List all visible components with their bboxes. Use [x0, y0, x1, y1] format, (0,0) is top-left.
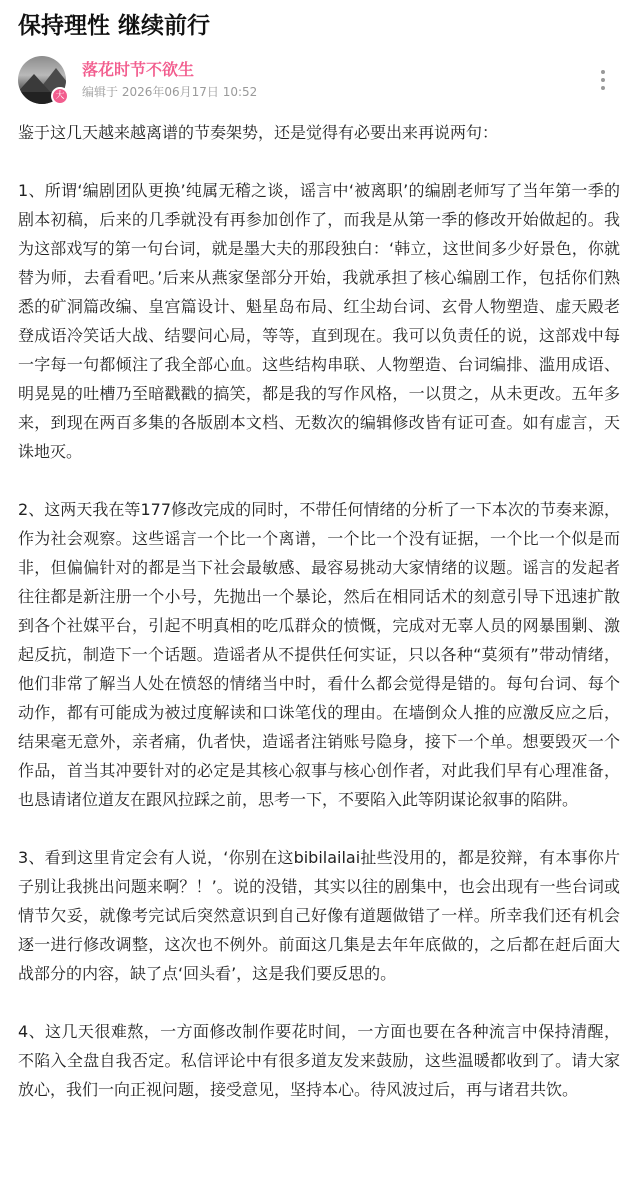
edit-time: 2026年06月17日 10:52 — [121, 85, 258, 99]
article-paragraph-intro: 鉴于这几天越来越离谱的节奏架势，还是觉得有必要出来再说两句： — [18, 123, 499, 142]
article-paragraph-3: 3、看到这里肯定会有人说，‘你别在这bibilailai扯些没用的，都是狡辩，有本事你片子别让我挑出问题来啊？！’。说的没错，其实以往的剧集中，也会出现有一些台词或情节欠妥，就像考完试后突然意识到自己好像有道题做错了一样。所幸我们还有机会逐一进行修改调整，这次也不例外。前面这几集是去年年底做的，之后都在赶后面大战部分的内容，缺了点‘回头看’，这是我们要反思的。 — [18, 848, 620, 983]
edit-timestamp — [82, 84, 257, 100]
vip-badge-icon: 大 — [51, 87, 69, 105]
author-name[interactable]: 落花时节不欲生 — [82, 60, 195, 79]
more-dot — [601, 70, 605, 74]
edit-prefix: 编辑于 — [82, 85, 122, 99]
article-paragraph-2: 2、这两天我在等177修改完成的同时，不带任何情绪的分析了一下本次的节奏来源，作为社会观察。这些谣言一个比一个离谱，一个比一个没有证据，一个比一个似是而非，但偏偏针对的都是当下社会最敏感、最容易挑动大家情绪的议题。谣言的发起者往往都是新注册一个小号，先抛出一个暴论，然后在相同话术的刻意引导下迅速扩散到各个社媒平台，引起不明真相的吃瓜群众的愤慨，完成对无辜人员的网暴围剿、激起反抗，制造下一个话题。造谣者从不提供任何实证，只以各种“莫须有”带动情绪，他们非常了解当人处在愤怒的情绪当中时，看什么都会觉得是错的。每句台词、每个动作，都有可能成为被过度解读和口诛笔伐的理由。在墙倒众人推的应激反应之后，结果毫无意外，亲者痛，仇者快，造谣者注销账号隐身，接下一个单。想要毁灭一个作品，首当其冲要针对的必定是其核心叙事与核心创作者，对此我们早有心理准备，也恳请诸位道友在跟风拉踩之前，思考一下，不要陷入此等阴谋论叙事的陷阱。 — [18, 500, 620, 809]
article-title: 保持理性 继续前行 — [18, 13, 211, 39]
more-dot — [601, 86, 605, 90]
more-dot — [601, 78, 605, 82]
article-paragraph-4: 4、这几天很难熬，一方面修改制作要花时间，一方面也要在各种流言中保持清醒，不陷入全盘自我否定。私信评论中有很多道友发来鼓励，这些温暖都收到了。请大家放心，我们一向正视问题，接受意见，坚持本心。待风波过后，再与诸君共饮。 — [18, 1022, 620, 1099]
more-vertical-icon[interactable] — [600, 70, 606, 90]
article-paragraph-1: 1、所谓‘编剧团队更换’纯属无稽之谈，谣言中‘被离职’的编剧老师写了当年第一季的剧本初稿，后来的几季就没有再参加创作了，而我是从第一季的修改开始做起的。我为这部戏写的第一句台词，就是墨大夫的那段独白：‘韩立，这世间多少好景色，你就替为师，去看看吧。’后来从燕家堡部分开始，我就承担了核心编剧工作，包括你们熟悉的矿洞篇改编、皇宫篇设计、魁星岛布局、红尘劫台词、玄骨人物塑造、虚天殿老登成语冷笑话大战、结婴问心局，等等，直到现在。我可以负责任的说，这部戏中每一字每一句都倾注了我全部心血。这些结构串联、人物塑造、台词编排、滥用成语、明晃晃的吐槽乃至暗戳戳的搞笑，都是我的写作风格，一以贯之，从未更改。五年多来，到现在两百多集的各版剧本文档、无数次的编辑修改皆有证可查。如有虚言，天诛地灭。 — [18, 181, 620, 461]
author-row — [18, 56, 620, 106]
article-body — [18, 118, 620, 1104]
